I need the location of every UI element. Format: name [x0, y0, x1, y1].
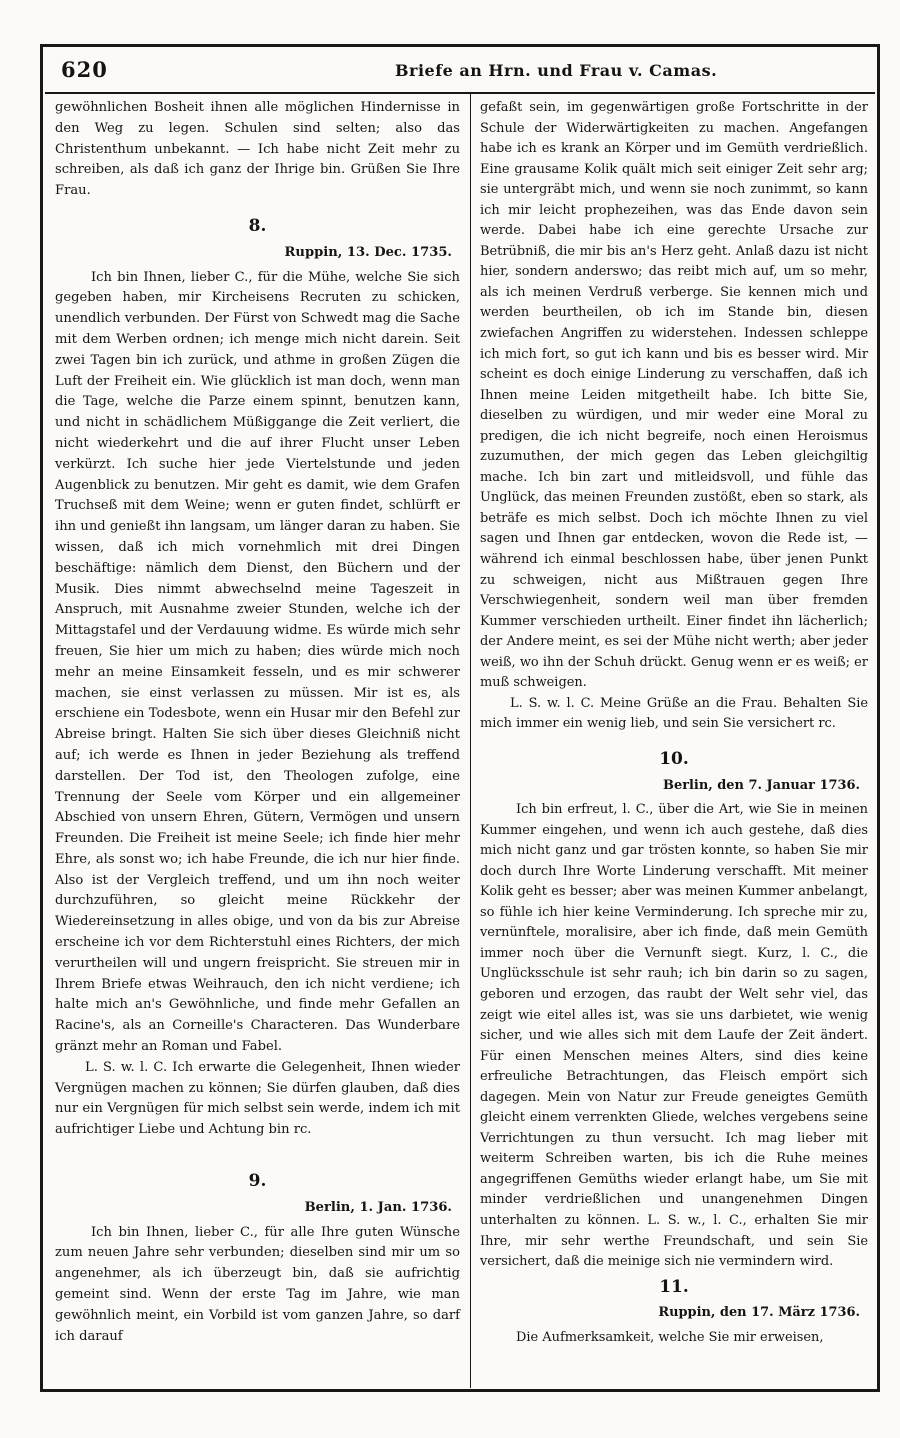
- letter-number-9: 9.: [248, 1171, 267, 1192]
- letter-11-dateline: Ruppin, den 17. März 1736.: [658, 1305, 860, 1321]
- left-column: [55, 98, 460, 1347]
- letter-10-body: Ich bin erfreut, l. C., über die Art, wie Sie in meinen Kummer eingehen, und wenn ich auch gestehe, daß dies mich nicht ganz und gar trösten konnte, so haben Sie mir doch durch Ihre Worte Linderung verschafft. Mit meiner Kolik geht es besser; aber was meinen Kummer anbelangt, so fühle ich hier keine Verminderung. Ich spreche mir zu, vernünftele, moralisire, aber ich finde, daß mein Gemüth immer noch über die Vernunft siegt. Kurz, l. C., die Unglücksschule ist sehr rauh; ich bin darin so zu sagen, geboren und erzogen, das raubt der Welt sehr viel, das zeigt wie eitel alles ist, was sie uns darbietet, wie wenig sicher, und wie alles sich mit dem Laufe der Zeit ändert. Für einen Menschen meines Alters, sind dies keine erfreuliche Betrachtungen, das Fleisch empört sich dagegen. Mein von Natur zur Freude geneigtes Gemüth gleicht einem verrenkten Gliede, welches vergebens seine Verrichtungen zu thun versucht. Ich mag lieber mit weiterm Schreiben warten, bis ich die Ruhe meines angegriffenen Gemüths wieder erlangt habe, um Sie mit minder verdrießlichen und unangenehmen Dingen unterhalten zu können. L. S. w., l. C., erhalten Sie mir Ihre, mir sehr werthe Freundschaft, und sein Sie versichert, daß die meinige sich nie vermindern wird.: [480, 802, 868, 1270]
- right-column: [480, 98, 868, 1348]
- letter-9-body: Ich bin Ihnen, lieber C., für alle Ihre guten Wünsche zum neuen Jahre sehr verbunden; dieselben sind mir um so angenehmer, als ich überzeugt bin, daß sie aufrichtig gemeint sind. Wenn der erste Tag im Jahre, wie man gewöhnlich meint, ein Vorbild ist vom ganzen Jahre, so darf ich darauf: [55, 1224, 460, 1344]
- letter7-ending: gewöhnlichen Bosheit ihnen alle möglichen Hindernisse in den Weg zu legen. Schulen sind selten; also das Christenthum unbekannt. — Ich habe nicht Zeit mehr zu schreiben, als daß ich ganz der Ihrige bin. Grüßen Sie Ihre Frau.: [55, 100, 460, 199]
- column-divider: [470, 94, 471, 1388]
- letter-8-closing: L. S. w. l. C. Ich erwarte die Gelegenheit, Ihnen wieder Vergnügen machen zu können; Sie dürfen glauben, daß dies nur ein Vergnügen für mich selbst sein werde, indem ich mit aufrichtiger Liebe und Achtung bin rc.: [55, 1059, 460, 1138]
- page-number: 620: [61, 57, 108, 82]
- letter-8-dateline: Ruppin, 13. Dec. 1735.: [284, 244, 452, 260]
- letter-9-dateline: Berlin, 1. Jan. 1736.: [304, 1199, 452, 1215]
- letter-11-body: Die Aufmerksamkeit, welche Sie mir erweisen,: [516, 1329, 824, 1345]
- letter-number-8: 8.: [248, 215, 267, 236]
- running-title: Briefe an Hrn. und Frau v. Camas.: [395, 61, 718, 80]
- letter-8-body: Ich bin Ihnen, lieber C., für die Mühe, welche Sie sich gegeben haben, mir Kircheisens Recruten zu schicken, unendlich verbunden. Der Fürst von Schwedt mag die Sache mit dem Werben ordnen; ich menge mich nicht darein. Seit zwei Tagen bin ich zurück, und athme in großen Zügen die Luft der Freiheit ein. Wie glücklich ist man doch, wenn man die Tage, welche die Parze einem spinnt, benutzen kann, und nicht in schädlichem Müßiggange die Zeit verliert, die nicht wiederkehrt und die auf ihrer Flucht unser Leben verkürzt. Ich suche hier jede Viertelstunde und jeden Augenblick zu benutzen. Mir geht es damit, wie dem Grafen Truchseß mit dem Weine; wenn er guten findet, schlürft er ihn und genießt ihn langsam, um länger daran zu haben. Sie wissen, daß ich mich vornehmlich mit drei Dingen beschäftige: nämlich dem Dienst, den Büchern und der Musik. Dies nimmt abwechselnd meine Tageszeit in Anspruch, mit Ausnahme zweier Stunden, welche ich der Mittagstafel und der Verdauung widme. Es würde mich sehr freuen, Sie hier um mich zu haben; dies würde mich noch mehr an meine Einsamkeit fesseln, und es mir schwerer machen, sie einst verlassen zu müssen. Mir ist es, als erschiene ein Todesbote, wenn ein Husar mir den Befehl zur Abreise bringt. Halten Sie sich über dieses Gleichniß nicht auf; ich werde es Ihnen in jeder Beziehung als treffend darstellen. Der Tod ist, den Theologen zufolge, eine Trennung der Seele vom Körper und ein allgemeiner Abschied von unsern Ehren, Gütern, Vermögen und unsern Freunden. Die Freiheit ist meine Seele; ich finde hier mehr Ehre, als sonst wo; ich habe Freunde, die ich nur hier finde. Also ist der Vergleich treffend, und um ihn noch weiter durchzuführen, so gleicht meine Rückkehr der Wiedereinsetzung in alles obige, und von da bis zur Abreise erscheine ich vor dem Richterstuhl eines Richters, der mich verurtheilen will und ungern freispricht. Sie streuen mir in Ihrem Briefe etwas Weihrauch, den ich nicht verdiene; ich halte mich an's Gewöhnliche, und finde mehr Gefallen an Racine's, als an Corneille's Characteren. Das Wunderbare gränzt mehr an Roman und Fabel.: [55, 269, 460, 1055]
- letter-number-10: 10.: [659, 748, 689, 769]
- letter-9-continuation: gefaßt sein, im gegenwärtigen große Fortschritte in der Schule der Widerwärtigkeiten zu machen. Angefangen habe ich es krank an Körper und im Gemüth verdrießlich. Eine grausame Kolik quält mich seit einiger Zeit sehr arg; sie untergräbt mich, und wenn sie noch zunimmt, so kann ich mir leicht prophezeihen, was das Ende davon sein werde. Dabei habe ich eine gerechte Ursache zur Betrübniß, die mir bis an's Herz geht. Anlaß dazu ist nicht hier, sondern anderswo; das reibt mich auf, um so mehr, als ich meinen Verdruß verberge. Sie kennen mich und werden beurtheilen, ob ich im Stande bin, diesen zwiefachen Angriffen zu widerstehen. Indessen schleppe ich mich fort, so gut ich kann und bis es besser wird. Mir scheint es doch einige Linderung zu verschaffen, daß ich Ihnen meine Leiden mitgetheilt habe. Ich bitte Sie, dieselben zu würdigen, und mir weder eine Moral zu predigen, die ich nicht begreife, noch einen Heroismus zuzumuthen, der mich gegen das Leben gleichgiltig mache. Ich bin zart und mitleidsvoll, und fühle das Unglück, das meinen Freunden zustößt, eben so stark, als beträfe es mich selbst. Doch ich möchte Ihnen zu viel sagen und Ihnen gar entdecken, wovon die Rede ist, — während ich einmal beschlossen habe, über jenen Punkt zu schweigen, nicht aus Mißtrauen gegen Ihre Verschwiegenheit, sondern weil man über fremden Kummer verschieden urtheilt. Einer findet ihn lächerlich; der Andere meint, es sei der Mühe nicht werth; aber jeder weiß, wo ihn der Schuh drückt. Genug wenn er es weiß; er muß schweigen.: [480, 100, 868, 691]
- letter-number-11: 11.: [659, 1276, 689, 1297]
- letter-10-dateline: Berlin, den 7. Januar 1736.: [663, 777, 860, 793]
- page-header: [55, 57, 870, 85]
- letter-9-closing: L. S. w. l. C. Meine Grüße an die Frau. Behalten Sie mich immer ein wenig lieb, und sein Sie versichert rc.: [480, 695, 868, 732]
- header-rule: [45, 92, 875, 94]
